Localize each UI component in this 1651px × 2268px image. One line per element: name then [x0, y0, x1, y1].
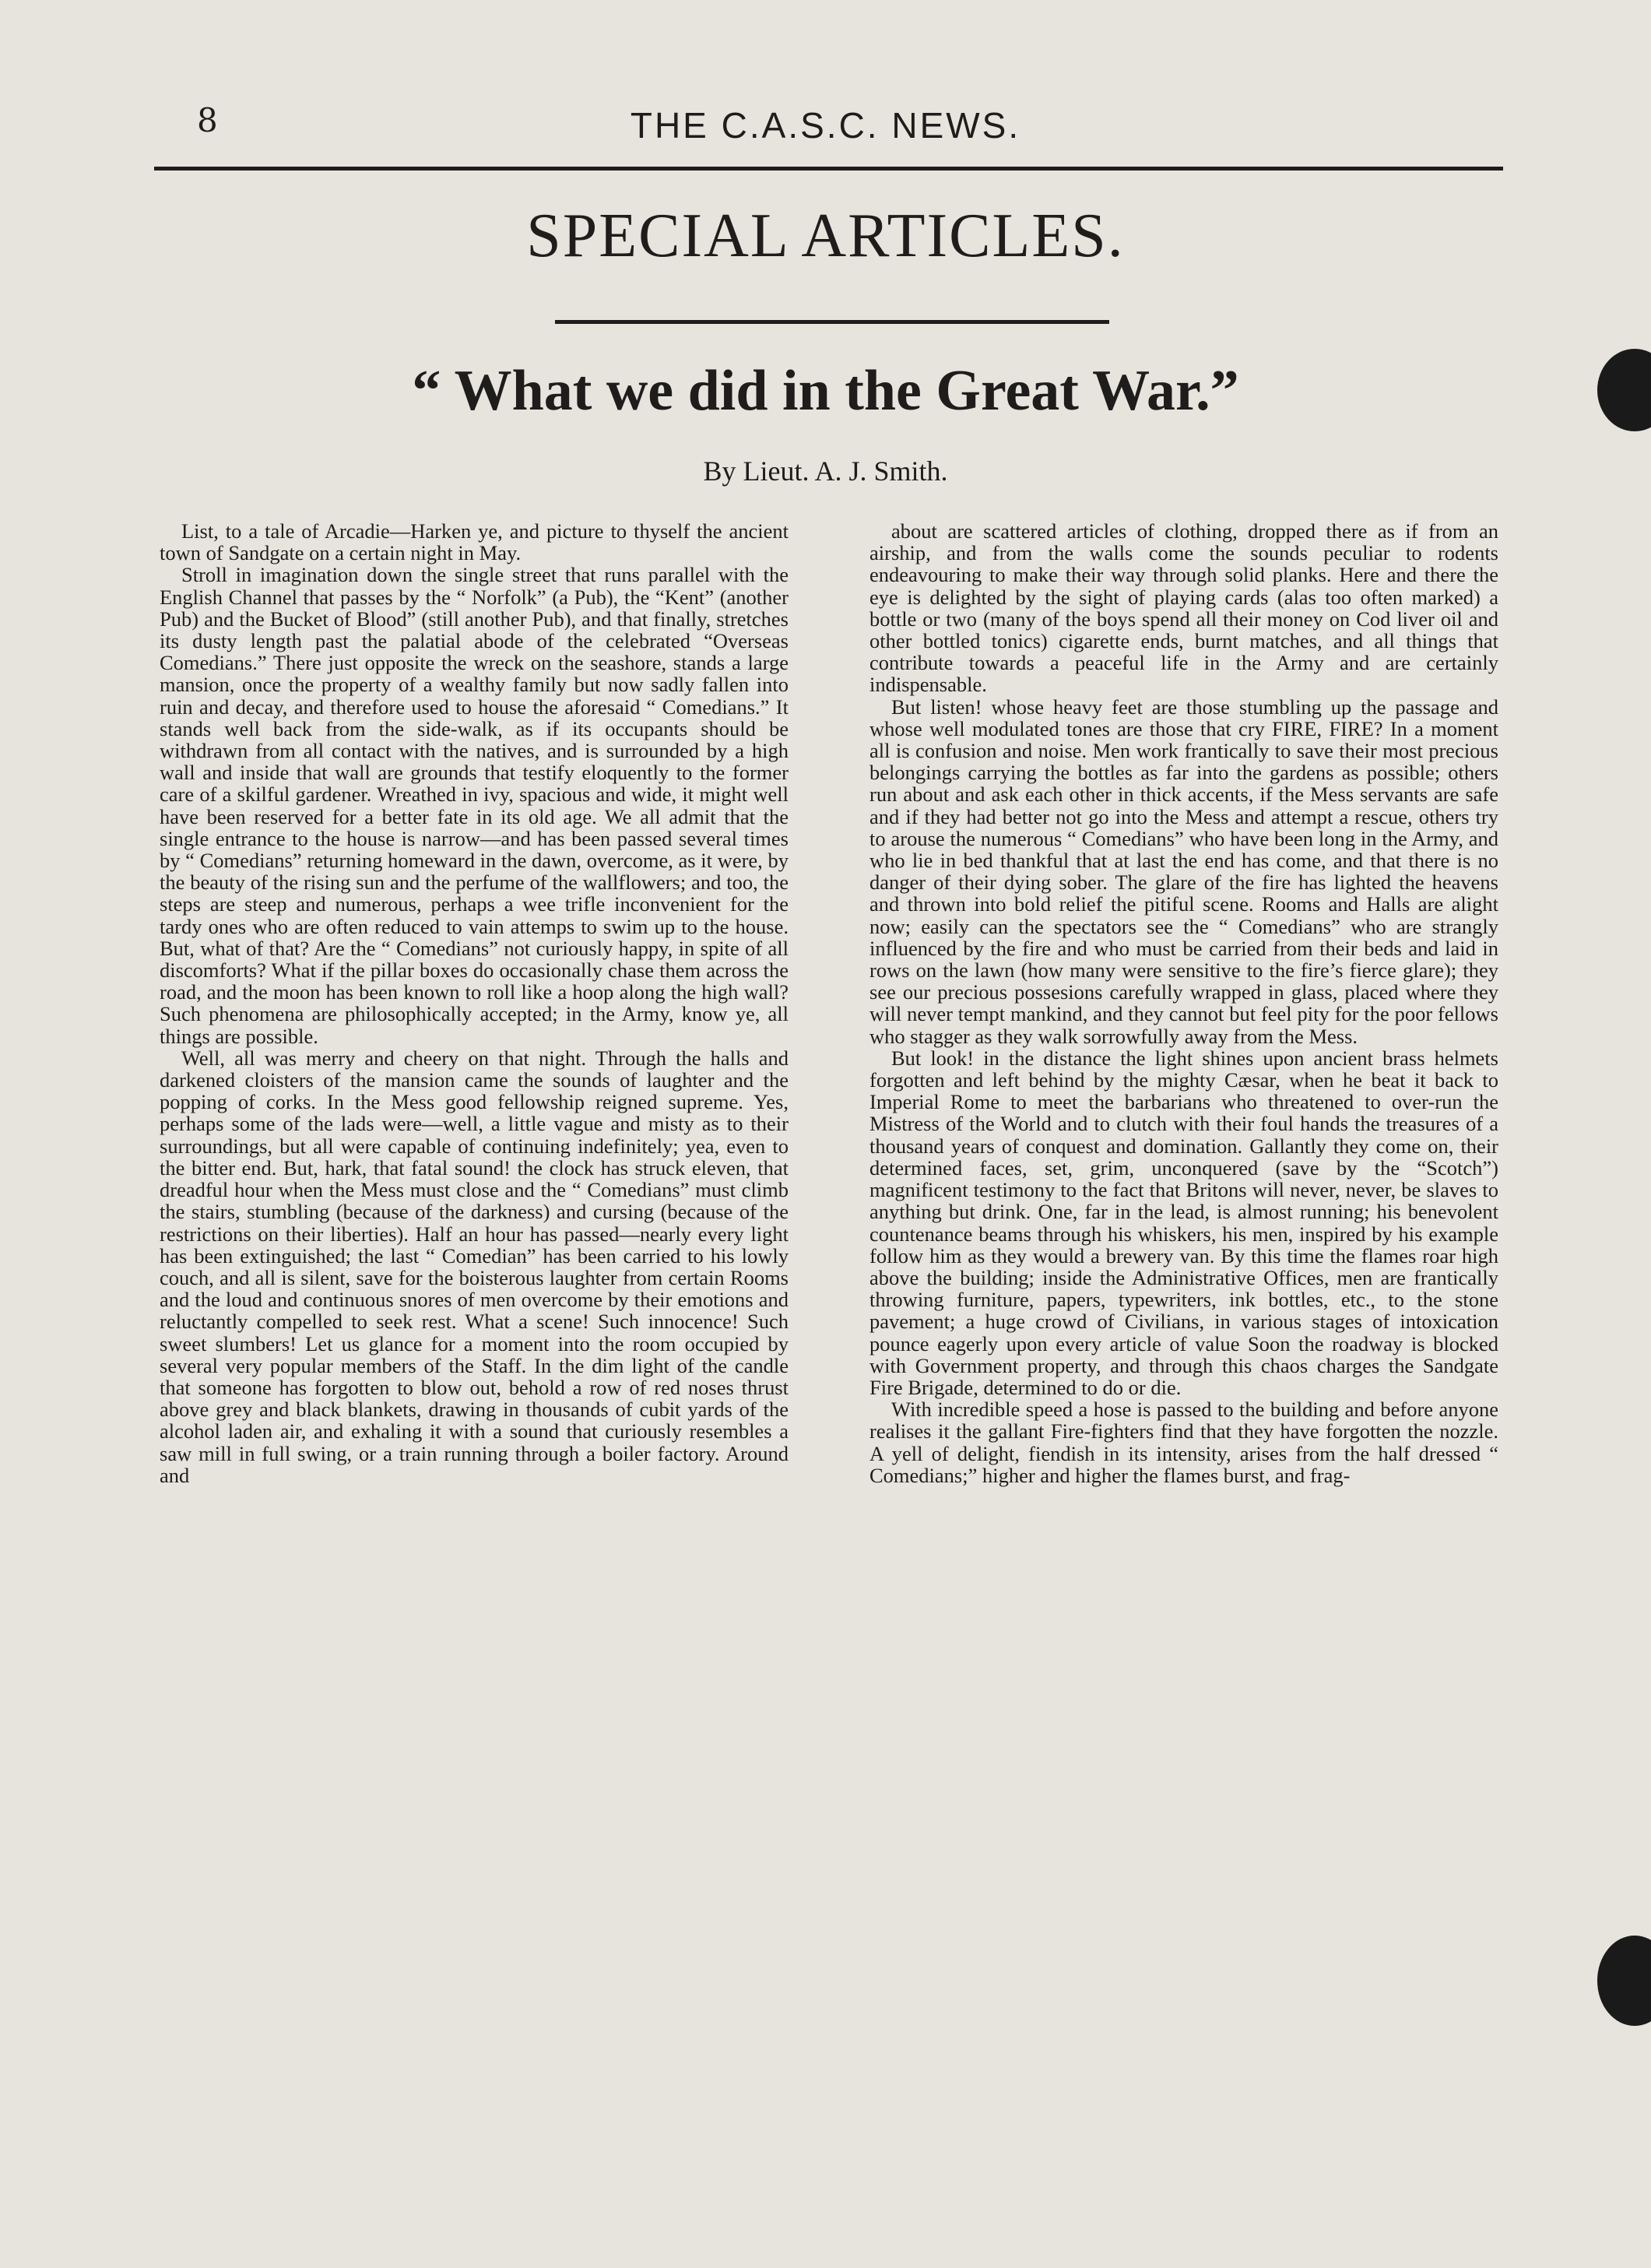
- paragraph: Stroll in imagination down the single street that runs parallel with the English Channel that passes by the “ Norfolk” (a Pub), the “Kent” (another Pub) and the Bucket of Blood” (still another Pub), and that finally, stretches its dusty length past the palatial abode of the celebrated “Overseas Comedians.” There just opposite the wreck on the seashore, stands a large mansion, once the property of a wealthy family but now sadly fallen into ruin and decay, and therefore used to house the aforesaid “ Comedians.” It stands well back from the side-walk, as if its occupants should be withdrawn from all contact with the natives, and is surrounded by a high wall and inside that wall are grounds that testify eloquently to the former care of a skilful gardener. Wreathed in ivy, spacious and wide, it might well have been reserved for a better fate in its old age. We all admit that the single entrance to the house is narrow—and has been passed several times by “ Comedians” returning homeward in the dawn, overcome, as it were, by the beauty of the rising sun and the perfume of the wallflowers; and too, the steps are steep and numerous, perhaps a wee trifle inconvenient for the tardy ones who are often reduced to vain attemps to swim up to the house. But, what of that? Are the “ Comedians” not curiously happy, in spite of all discomforts? What if the pillar boxes do occasionally chase them across the road, and the moon has been known to roll like a hoop along the high wall? Such phenomena are philosophically accepted; in the Army, know ye, all things are possible.: [160, 563, 789, 1048]
- section-title: SPECIAL ARTICLES.: [526, 202, 1125, 270]
- paragraph: List, to a tale of Arcadie—Harken ye, and picture to thyself the ancient town of Sandgate on a certain night in May.: [160, 519, 789, 565]
- article-byline: By Lieut. A. J. Smith.: [703, 455, 948, 487]
- article-column-left: [160, 520, 789, 1486]
- paragraph: about are scattered articles of clothing, dropped there as if from an airship, and from the walls come the sounds peculiar to rodents endeavouring to make their way through solid planks. Here and there the eye is delighted by the sight of playing cards (alas too often marked) a bottle or two (many of the boys spend all their money on Cod liver oil and other bottled tonics) cigarette ends, burnt matches, and all things that contribute towards a peaceful life in the Army and are certainly indispensable.: [869, 519, 1498, 697]
- publication-masthead: THE C.A.S.C. NEWS.: [630, 105, 1021, 146]
- paragraph: Well, all was merry and cheery on that night. Through the halls and darkened cloisters of the mansion came the sounds of laughter and the popping of corks. In the Mess good fellowship reigned supreme. Yes, perhaps some of the lads were—well, a little vague and misty as to their surroundings, but all were capable of continuing indefinitely; yea, even to the bitter end. But, hark, that fatal sound! the clock has struck eleven, that dreadful hour when the Mess must close and the “ Comedians” must climb the stairs, stumbling (because of the darkness) and cursing (because of the restrictions on their liberties). Half an hour has passed—nearly every light has been extinguished; the last “ Comedian” has been carried to his lowly couch, and all is silent, save for the boisterous laughter from certain Rooms and the loud and continuous snores of men overcome by their emotions and reluctantly compelled to seek rest. What a scene! Such innocence! Such sweet slumbers! Let us glance for a moment into the room occupied by several very popular members of the Staff. In the dim light of the candle that someone has forgotten to blow out, behold a row of red noses thrust above grey and black blankets, drawing in thousands of cubit yards of the alcohol laden air, and exhaling it with a sound that curiously resembles a saw mill in full swing, or a train running through a boiler factory. Around and: [160, 1046, 789, 1487]
- page-number: 8: [197, 101, 218, 139]
- binding-hole-bottom: [1597, 1936, 1651, 2026]
- paragraph: But look! in the distance the light shines upon ancient brass helmets forgotten and left behind by the mighty Cæsar, when he beat it back to Imperial Rome to meet the barbarians who threatened to over-run the Mistress of the World and to clutch with their foul hands the treasures of a thousand years of conquest and domination. Gallantly they come on, their determined faces, set, grim, unconquered (save by the “Scotch”) magnificent testimony to the fact that Britons will never, never, be slaves to anything but drink. One, far in the lead, is almost running; his benevolent countenance beams through his whiskers, his men, inspired by his example follow him as they would a brewery van. By this time the flames roar high above the building; inside the Administrative Offices, men are frantically throwing furniture, papers, typewriters, ink bottles, etc., to the stone pavement; a huge crowd of Civilians, in various stages of intoxication pounce eagerly upon every article of value Soon the roadway is blocked with Government property, and through this chaos charges the Sandgate Fire Brigade, determined to do or die.: [869, 1046, 1498, 1399]
- paragraph: With incredible speed a hose is passed to the building and before anyone realises it the gallant Fire-fighters find that they have forgotten the nozzle. A yell of delight, fiendish in its intensity, arises from the half dressed “ Comedians;” higher and higher the flames burst, and frag-: [869, 1398, 1498, 1487]
- section-divider: [555, 320, 1109, 324]
- article-column-right: [869, 520, 1498, 1486]
- paragraph: But listen! whose heavy feet are those stumbling up the passage and whose well modulated tones are those that cry FIRE, FIRE? In a moment all is confusion and noise. Men work frantically to save their most precious belongings carrying the bottles as far into the gardens as possible; others run about and ask each other in thick accents, if the Mess servants are safe and if they had better not go into the Mess and attempt a rescue, others try to arouse the numerous “ Comedians” who have been long in the Army, and who lie in bed thankful that at last the end has come, and that there is no danger of their dying sober. The glare of the fire has lighted the heavens and thrown into bold relief the pitiful scene. Rooms and Halls are alight now; easily can the spectators see the “ Comedians” who are strangly influenced by the fire and who must be carried from their beds and laid in rows on the lawn (how many were sensitive to the fire’s fierce glare); they see our precious possesions carefully wrapped in glass, placed where they will never tempt mankind, and they cannot but feel pity for the poor fellows who stagger as they walk sorrowfully away from the Mess.: [869, 694, 1498, 1048]
- header-rule: [154, 167, 1503, 171]
- article-title: “ What we did in the Great War.”: [412, 359, 1239, 423]
